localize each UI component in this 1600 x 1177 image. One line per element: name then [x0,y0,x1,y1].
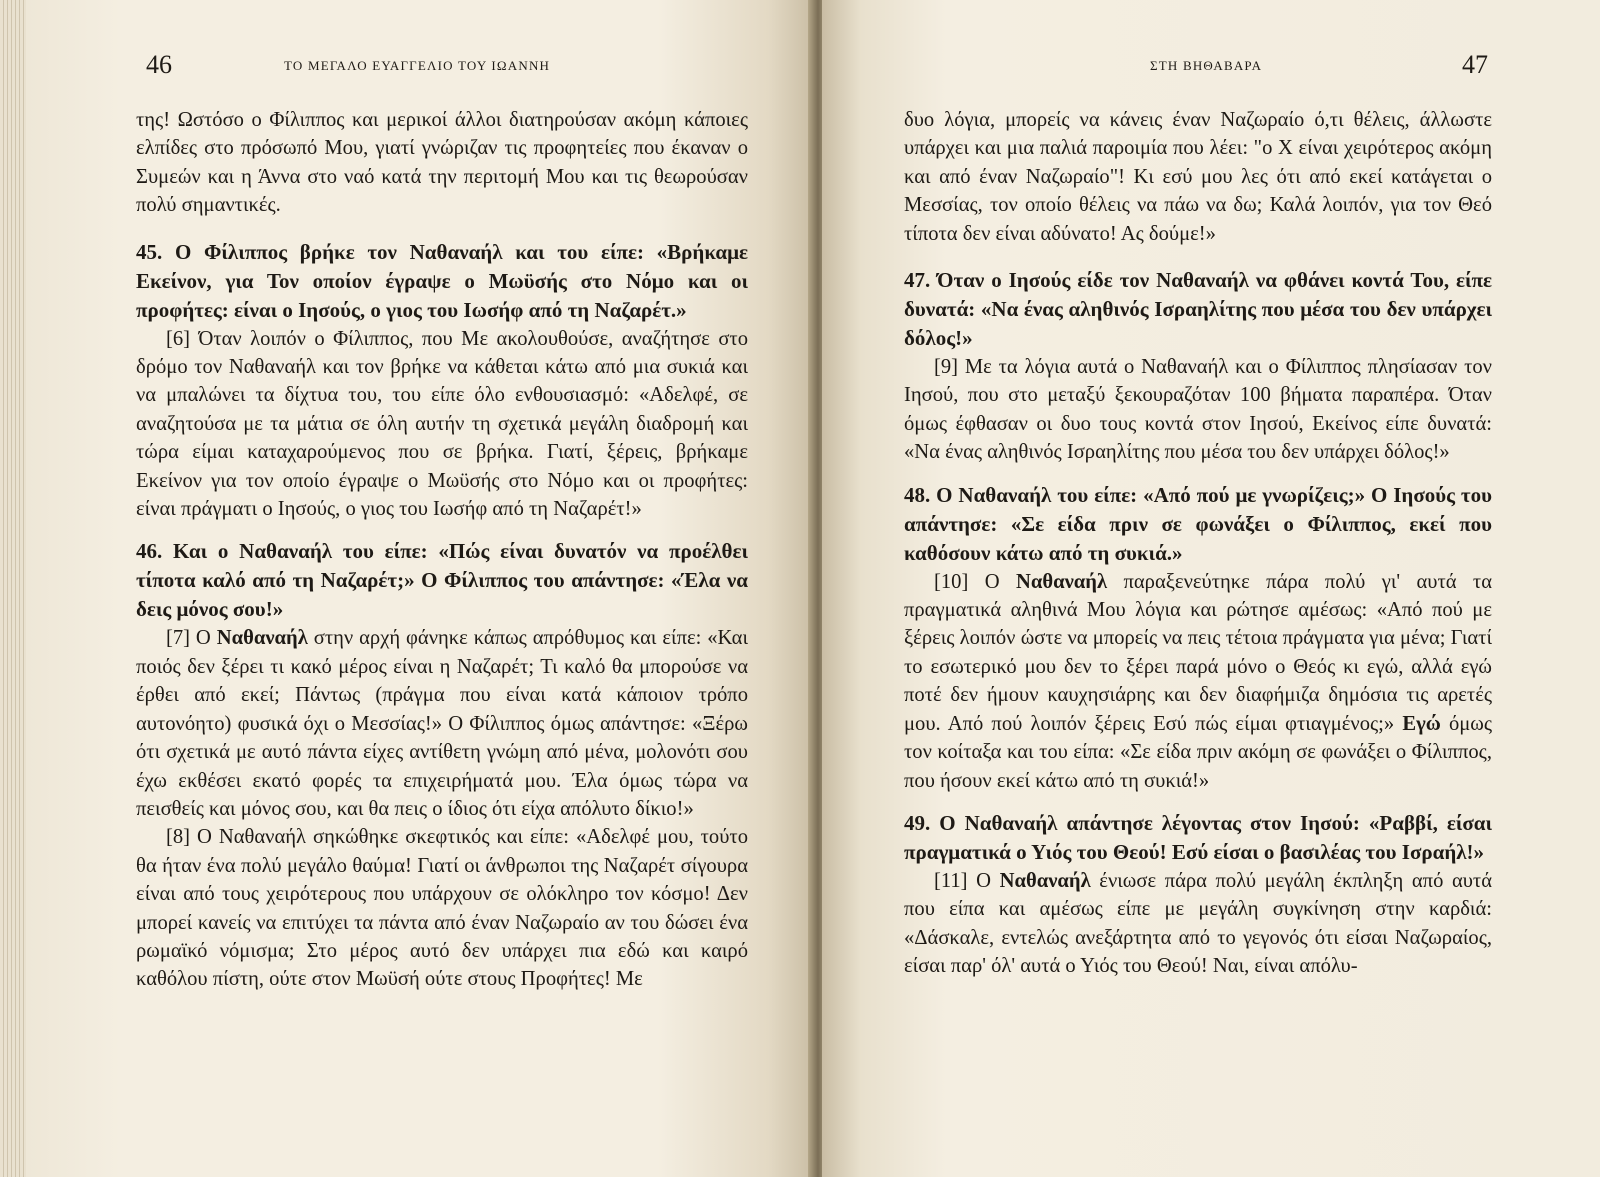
paragraph-text: παραξενεύτηκε πάρα πολύ γι' αυτά τα πραγματικά αληθινά Μου λόγια και ρώτησε αμέσως: «Από πού με ξέρεις λοιπόν ώστε να μπορείς να πεις τέτοια πράγματα για μένα; Γιατί το εσωτερικό μου δεν το ξέρει παρά μόνο ο Θεός κι εγώ, αλλά εγώ ποτέ δεν ήμουν καυχησιάρης και δεν διαφήμιζα δημόσια τις αρετές μου. Από πού λοιπόν ξέρεις Εσύ πώς είμαι φτιαγμένος;» [904,570,1492,735]
paragraph-6: [6] Όταν λοιπόν ο Φίλιππος, που Με ακολουθούσε, αναζήτησε στο δρόμο τον Ναθαναήλ και τον βρήκε να κάθεται κάτω από μια συκιά και να μπαλώνει τα δίχτυα του, του είπε όλο ενθουσιασμό: «Αδελφέ, σε αναζητούσα με τα μάτια σε όλη αυτήν τη σχετικά μεγάλη διαδρομή και τώρα είμαι καταχαρούμενος που σε βρήκα. Γιατί, ξέρεις, βρήκαμε Εκείνον για τον οποίο έγραψε ο Μωϋσής στο Νόμο και οι προφήτες: είναι πράγματι ο Ιησούς, ο γιος του Ιωσήφ από τη Ναζαρέτ!» [136,327,748,521]
bold-name: Ναθαναήλ [1015,570,1108,593]
verse-heading-49: 49. Ο Ναθαναήλ απάντησε λέγοντας στον Ιησού: «Ραββί, είσαι πραγματικά ο Υιός του Θεού! Εσύ είσαι ο βασιλέας του Ισραήλ!» [904,810,1492,864]
paragraph-7 [136,624,748,823]
paragraph-number: [11] Ο [934,869,1000,892]
right-page [822,0,1600,1177]
verse-heading-47: 47. Όταν ο Ιησούς είδε τον Ναθαναήλ να φθάνει κοντά Του, είπε δυνατά: «Να ένας αληθινός Ισραηλίτης που μέσα του δεν υπάρχει δόλος!» [904,268,1492,351]
paragraph-11 [904,867,1492,981]
paragraph: δυο λόγια, μπορείς να κάνεις έναν Ναζωραίο ό,τι θέλεις, άλλωστε υπάρχει και μια παλιά παροιμία που λέει: "ο Χ είναι χειρότερος ακόμη και από έναν Ναζωραίο"! Κι εσύ μου λες ότι από εκεί κατάγεται ο Μεσσίας, τον οποίο θέλεις να πάω να δω; Καλά λοιπόν, για τον Θεό τίποτα δεν είναι αδύνατο! Ας δούμε!» [904,109,1492,245]
bold-name: Ναθαναήλ [216,627,308,650]
left-page [26,0,816,1177]
paragraph: της! Ωστόσο ο Φίλιππος και μερικοί άλλοι διατηρούσαν ακόμη κάποιες ελπίδες στο πρόσωπό Μου, γιατί γνώριζαν τις προφητείες που έκαναν ο Συμεών και η Άννα στο ναό κατά την περιτομή Μου και τις θεωρούσαν πολύ σημαντικές. [136,109,748,217]
running-header: ΤΟ ΜΕΓΑΛΟ ΕΥΑΓΓΕΛΙΟ ΤΟΥ ΙΩΑΝΝΗ [284,58,551,73]
verse-heading-45: 45. Ο Φίλιππος βρήκε τον Ναθαναήλ και του είπε: «Βρήκαμε Εκείνον, για Τον οποίον έγραψε ο Μωϋσής στο Νόμο και οι προφήτες: είναι ο Ιησούς, ο γιος του Ιωσήφ από τη Ναζαρέτ.» [136,239,748,322]
paragraph-10 [904,568,1492,795]
bold-name: Ναθαναήλ [999,869,1091,892]
running-header: ΣΤΗ ΒΗΘΑΒΑΡΑ [1150,58,1263,73]
bold-word: Εγώ [1402,712,1441,735]
paragraph-number: [7] Ο [166,627,217,650]
text-column [136,106,748,994]
paragraph-text: ένιωσε πάρα πολύ μεγάλη έκπληξη από αυτά που είπα και αμέσως είπε με μεγάλη συγκίνηση στην καρδιά: «Δάσκαλε, εντελώς ανεξάρτητα από το γεγονός ότι είσαι Ναζωραίος, είσαι παρ' όλ' αυτά ο Υιός του Θεού! Ναι, είναι απόλυ- [904,869,1493,978]
verse-heading-48: 48. Ο Ναθαναήλ του είπε: «Από πού με γνωρίζεις;» Ο Ιησούς του απάντησε: «Σε είδα πριν σε φωνάξει ο Φίλιππος, εκεί που καθόσουν κάτω από τη συκιά.» [904,482,1492,565]
paragraph-8: [8] Ο Ναθαναήλ σηκώθηκε σκεφτικός και είπε: «Αδελφέ μου, τούτο θα ήταν ένα πολύ μεγάλο θαύμα! Γιατί οι άνθρωποι της Ναζαρέτ σίγουρα είναι από τους χειρότερους που υπάρχουν σε ολόκληρο τον κόσμο! Δεν μπορεί κανείς να επιτύχει τα πάντα από έναν Ναζωραίο αν του δώσει ένα ρωμαϊκό νόμισμα; Στο μέρος αυτό δεν υπάρχει πια εδώ και καιρό καθόλου πίστη, ούτε στον Μωϋσή ούτε στους Προφήτες! Με [136,826,748,991]
verse-heading-46: 46. Και ο Ναθαναήλ του είπε: «Πώς είναι δυνατόν να προέλθει τίποτα καλό από τη Ναζαρέτ;» Ο Φίλιππος του απάντησε: «Έλα να δεις μόνος σου!» [136,539,748,622]
paragraph-text: στην αρχή φάνηκε κάπως απρόθυμος και είπε: «Και ποιός δεν ξέρει τι κακό μέρος είναι η Ναζαρέτ; Τι καλό θα μπορούσε να έρθει από εκεί; Πάντως (πράγμα που είναι κατά κάποιον τρόπο αυτονόητο) φυσικά όχι ο Μεσσίας!» Ο Φίλιππος όμως απάντησε: «Ξέρω ότι σχετικά με αυτό πάντα είχες αντίθετη γνώμη από μένα, μολονότι σου έχω εκθέσει εκατό φορές τα επιχειρήματά μου. Έλα όμως τώρα να πεισθείς και μόνος σου, και θα πεις ο ίδιος ότι είχα απόλυτο δίκιο!» [136,627,748,820]
paragraph-text: όμως τον κοίταξα και του είπα: «Σε είδα πριν ακόμη σε φωνάξει ο Φίλιππος, που ήσουν εκεί κάτω από τη συκιά!» [904,712,1492,792]
paragraph-number: [10] Ο [934,570,1016,593]
paragraph-9: [9] Με τα λόγια αυτά ο Ναθαναήλ και ο Φίλιππος πλησίασαν τον Ιησού, που στο μεταξύ ξεκουραζόταν 100 βήματα παραπέρα. Όταν όμως έφθασαν οι δυο τους κοντά στον Ιησού, Εκείνος είπε δυνατά: «Να ένας αληθινός Ισραηλίτης που μέσα του δεν υπάρχει δόλος!» [904,356,1492,464]
page-number: 47 [1462,50,1488,79]
text-column [904,106,1492,981]
page-number: 46 [146,50,172,79]
